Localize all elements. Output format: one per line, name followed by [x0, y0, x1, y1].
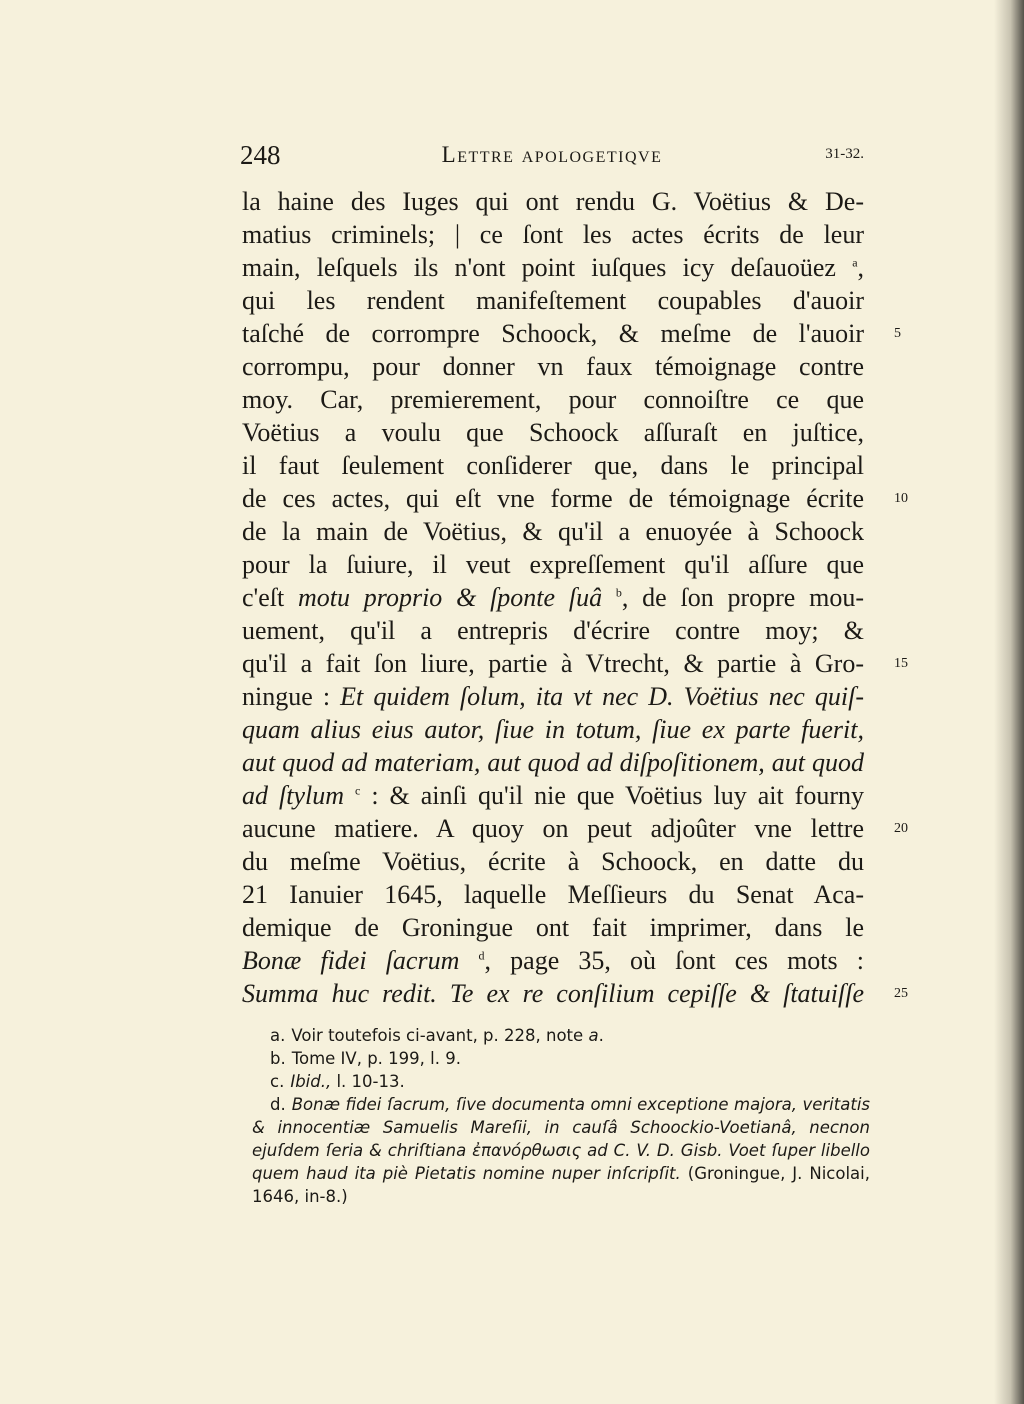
text-line: Bonæ fidei ſacrum $^d$, page 35, où ſont ces mots : — [242, 946, 865, 975]
text-line: uement, qu'il a entrepris d'écrire contre moy; & — [242, 616, 864, 645]
footnote-mark: b — [615, 585, 622, 600]
running-head — [240, 140, 864, 174]
running-title: Lettre apologetiqve — [441, 142, 663, 167]
footnotes — [252, 1024, 870, 1208]
text-line: corrompu, pour donner vn faux témoignage contre — [242, 352, 864, 381]
text-line: pour la ſuiure, il veut expreſſement qu'il aſſure que — [242, 550, 864, 579]
text-line: il faut ſeulement conſiderer que, dans le principal — [242, 451, 864, 480]
footnote-mark: a — [852, 255, 858, 270]
section-reference: 31-32. — [825, 146, 864, 162]
text-line: ad ſtylum $^c$ : & ainſi qu'il nie que Voëtius luy ait fourny — [242, 781, 864, 810]
text-line: c'eſt motu proprio & ſponte ſuâ $^b$, de ſon propre mou- — [242, 583, 865, 612]
footnote-mark: d — [478, 948, 485, 963]
footnote-c: c. Ibid., l. 10-13. — [270, 1072, 405, 1091]
line-number: 15 — [894, 656, 908, 671]
footnote-mark: c — [355, 783, 361, 798]
line-number: 5 — [894, 326, 901, 341]
text-line: de ces actes, qui eſt vne forme de témoignage écrite 10 — [242, 484, 908, 513]
text-line: aut quod ad materiam, aut quod ad diſpoſitionem, aut quod — [242, 748, 864, 777]
text-line: ningue : Et quidem ſolum, ita vt nec D. Voëtius nec quiſ- — [242, 682, 864, 711]
line-number: 20 — [894, 821, 908, 836]
text-line: aucune matiere. A quoy on peut adjoûter vne lettre 20 — [242, 814, 908, 843]
text-line: moy. Car, premierement, pour connoiſtre ce que — [242, 385, 864, 414]
text-line: Summa huc redit. Te ex re conſilium cepiſſe & ſtatuiſſe 25 — [242, 979, 908, 1008]
text-line: Voëtius a voulu que Schoock aſſuraſt en juſtice, — [242, 418, 864, 447]
text-line: qu'il a fait ſon liure, partie à Vtrecht, & partie à Gro- 15 — [242, 649, 908, 678]
footnote-b: b. Tome IV, p. 199, l. 9. — [270, 1049, 461, 1068]
text-line: 21 Ianuier 1645, laquelle Meſſieurs du Senat Aca- — [242, 880, 864, 909]
text-line: du meſme Voëtius, écrite à Schoock, en datte du — [242, 847, 864, 876]
page-edge-shadow — [994, 0, 1024, 1404]
footnote-d: d. Bonæ fidei ſacrum, ſive documenta omni exceptione majora, veritatis & innocentiæ Samuelis Mareſii, in cauſâ Schoockio-Voetianâ, necnon ejuſdem ſeria & chriſtiana ἐπανόρθωσις ad C. V. D. Gisb. Voet ſuper libello quem haud ita piè Pietatis nomine nuper inſcripſit. (Groningue, J. Nicolai, 1646, in-8.) — [252, 1095, 870, 1206]
page-number: 248 — [240, 140, 281, 170]
line-number: 10 — [894, 491, 908, 506]
body-text — [242, 185, 908, 1010]
text-line: taſché de corrompre Schoock, & meſme de l'auoir 5 — [242, 319, 901, 348]
text-line: la haine des Iuges qui ont rendu G. Voëtius & De- — [242, 187, 864, 216]
text-line: main, leſquels ils n'ont point iuſques icy deſauoüez $^a$, — [242, 253, 865, 282]
text-line: demique de Groningue ont fait imprimer, dans le — [242, 913, 864, 942]
text-line: de la main de Voëtius, & qu'il a enuoyée à Schoock — [242, 517, 864, 546]
text-line: quam alius eius autor, ſiue in totum, ſiue ex parte fuerit, — [242, 715, 864, 744]
text-line: qui les rendent manifeſtement coupables d'auoir — [242, 286, 864, 315]
text-line: matius criminels; | ce ſont les actes écrits de leur — [242, 220, 864, 249]
line-number: 25 — [894, 986, 908, 1001]
footnote-a: a. Voir toutefois ci-avant, p. 228, note a. — [270, 1026, 604, 1045]
